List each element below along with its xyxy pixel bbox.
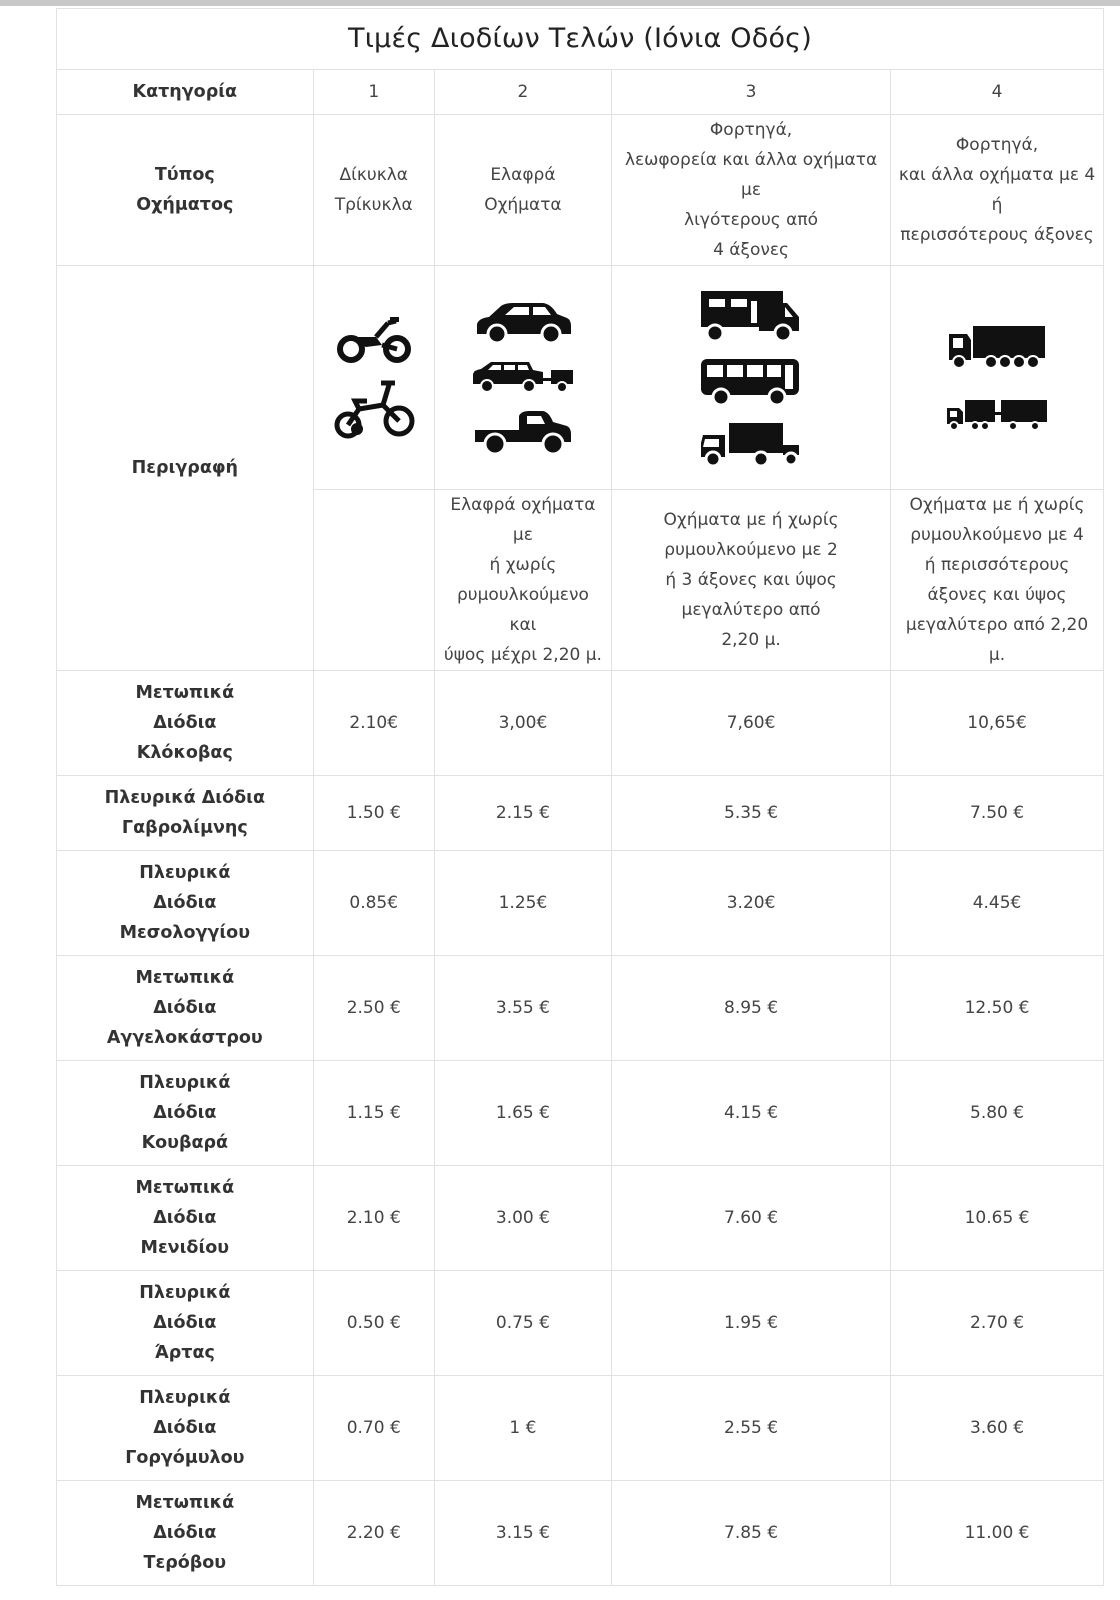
top-divider xyxy=(0,0,1120,6)
toll-station-label xyxy=(57,956,314,1061)
toll-station-label xyxy=(57,1271,314,1376)
price-cell: 3,00€ xyxy=(434,671,611,776)
label-line: Διόδια xyxy=(153,1418,217,1438)
label-line: Διόδια xyxy=(153,713,217,733)
price-cell: 2.70 € xyxy=(891,1271,1104,1376)
text-line: ή 3 άξονες και ύψος xyxy=(665,570,837,590)
label-line: Πλευρικά Διόδια xyxy=(104,788,266,808)
icons-cat1 xyxy=(313,266,434,490)
heavy-truck-icon xyxy=(947,324,1047,370)
text-line: λιγότερους από xyxy=(684,210,819,230)
motorcycle-icon xyxy=(336,315,412,365)
text-line: περισσότερους άξονες xyxy=(900,225,1094,245)
car-icon xyxy=(473,300,573,346)
price-cell: 7.60 € xyxy=(612,1166,891,1271)
label-line: Διόδια xyxy=(153,1208,217,1228)
text-line: άξονες και ύψος xyxy=(927,585,1067,605)
label-line: Μετωπικά xyxy=(135,968,235,988)
vehicle-type-3 xyxy=(612,115,891,266)
description-4 xyxy=(891,490,1104,671)
text-line: ή χωρίς xyxy=(489,555,557,575)
label-line: Αγγελοκάστρου xyxy=(106,1028,263,1048)
text-line: ρυμουλκούμενο με 4 xyxy=(910,525,1084,545)
station-wagon-trailer-icon xyxy=(471,360,575,394)
label-line: Πλευρικά xyxy=(139,1283,231,1303)
category-3: 3 xyxy=(612,70,891,115)
label-line: Μετωπικά xyxy=(135,683,235,703)
price-cell: 3.60 € xyxy=(891,1376,1104,1481)
price-cell: 0.75 € xyxy=(434,1271,611,1376)
truck-camper-icon xyxy=(699,289,803,343)
vehicle-type-label xyxy=(57,115,314,266)
text-line: Οχήματα xyxy=(484,195,562,215)
text-line: Ελαφρά xyxy=(490,165,556,185)
category-row xyxy=(57,70,1104,115)
label-line: Κλόκοβας xyxy=(136,743,233,763)
label-line: Διόδια xyxy=(153,1103,217,1123)
category-4: 4 xyxy=(891,70,1104,115)
category-2: 2 xyxy=(434,70,611,115)
price-row xyxy=(57,1481,1104,1586)
price-cell: 2.50 € xyxy=(313,956,434,1061)
description-3 xyxy=(612,490,891,671)
text-line: Δίκυκλα xyxy=(339,165,408,185)
toll-station-label xyxy=(57,1376,314,1481)
price-cell: 3.00 € xyxy=(434,1166,611,1271)
price-cell: 0.50 € xyxy=(313,1271,434,1376)
label-line: Οχήματος xyxy=(136,195,234,215)
toll-station-label xyxy=(57,671,314,776)
text-line: και άλλα οχήματα με 4 ή xyxy=(898,165,1096,215)
price-row xyxy=(57,1061,1104,1166)
truck-trailer-icon xyxy=(945,398,1049,432)
price-cell: 7.85 € xyxy=(612,1481,891,1586)
price-cell: 1.65 € xyxy=(434,1061,611,1166)
price-cell: 2.55 € xyxy=(612,1376,891,1481)
text-line: μεγαλύτερο από xyxy=(681,600,821,620)
price-row xyxy=(57,671,1104,776)
price-row xyxy=(57,851,1104,956)
label-line: Διόδια xyxy=(153,893,217,913)
icons-cat3 xyxy=(612,266,891,490)
label-line: Πλευρικά xyxy=(139,1388,231,1408)
text-line: ρυμουλκούμενο και xyxy=(456,585,589,635)
text-line: Φορτηγά, xyxy=(955,135,1039,155)
vehicle-type-2 xyxy=(434,115,611,266)
label-line: Γαβρολίμνης xyxy=(121,818,248,838)
toll-table-container xyxy=(56,8,1104,1578)
toll-station-label xyxy=(57,1166,314,1271)
price-cell: 0.70 € xyxy=(313,1376,434,1481)
price-cell: 1.25€ xyxy=(434,851,611,956)
table-title: Τιμές Διοδίων Τελών (Ιόνια Οδός) xyxy=(57,9,1104,70)
price-cell: 7,60€ xyxy=(612,671,891,776)
category-1: 1 xyxy=(313,70,434,115)
label-line: Τερόβου xyxy=(143,1553,227,1573)
price-cell: 2.20 € xyxy=(313,1481,434,1586)
toll-station-label xyxy=(57,1481,314,1586)
label-line: Διόδια xyxy=(153,1523,217,1543)
price-row xyxy=(57,1166,1104,1271)
price-cell: 1.50 € xyxy=(313,776,434,851)
description-1 xyxy=(313,490,434,671)
label-line: Τύπος xyxy=(154,165,215,185)
text-line: ή περισσότερους xyxy=(924,555,1070,575)
label-line: Κουβαρά xyxy=(141,1133,229,1153)
text-line: μεγαλύτερο από 2,20 μ. xyxy=(905,615,1089,665)
price-cell: 1 € xyxy=(434,1376,611,1481)
category-label: Κατηγορία xyxy=(57,70,314,115)
price-cell: 1.95 € xyxy=(612,1271,891,1376)
label-line: Μετωπικά xyxy=(135,1178,235,1198)
price-cell: 12.50 € xyxy=(891,956,1104,1061)
price-cell: 3.15 € xyxy=(434,1481,611,1586)
toll-station-label xyxy=(57,1061,314,1166)
price-cell: 10,65€ xyxy=(891,671,1104,776)
price-cell: 0.85€ xyxy=(313,851,434,956)
price-cell: 11.00 € xyxy=(891,1481,1104,1586)
text-line: 2,20 μ. xyxy=(721,630,781,650)
price-cell: 5.80 € xyxy=(891,1061,1104,1166)
price-cell: 3.55 € xyxy=(434,956,611,1061)
label-line: Πλευρικά xyxy=(139,863,231,883)
vehicle-type-row xyxy=(57,115,1104,266)
vehicle-icons-row xyxy=(57,266,1104,490)
text-line: Οχήματα με ή χωρίς xyxy=(663,510,839,530)
text-line: λεωφορεία και άλλα οχήματα με xyxy=(624,150,878,200)
label-line: Άρτας xyxy=(154,1343,215,1363)
price-cell: 3.20€ xyxy=(612,851,891,956)
price-cell: 7.50 € xyxy=(891,776,1104,851)
price-cell: 2.15 € xyxy=(434,776,611,851)
tricycle-icon xyxy=(333,379,415,441)
toll-station-label xyxy=(57,776,314,851)
price-row xyxy=(57,776,1104,851)
vehicle-type-1 xyxy=(313,115,434,266)
text-line: Τρίκυκλα xyxy=(334,195,413,215)
label-line: Πλευρικά xyxy=(139,1073,231,1093)
price-cell: 2.10 € xyxy=(313,1166,434,1271)
text-line: Φορτηγά, xyxy=(709,120,793,140)
pickup-truck-icon xyxy=(471,408,575,456)
price-cell: 10.65 € xyxy=(891,1166,1104,1271)
box-truck-icon xyxy=(699,421,803,467)
label-line: Μενιδίου xyxy=(140,1238,230,1258)
label-line: Διόδια xyxy=(153,1313,217,1333)
toll-station-label xyxy=(57,851,314,956)
text-line: 4 άξονες xyxy=(713,240,790,260)
text-line: Οχήματα με ή χωρίς xyxy=(909,495,1085,515)
price-row xyxy=(57,1376,1104,1481)
text-line: Ελαφρά οχήματα με xyxy=(450,495,596,545)
label-line: Γοργόμυλου xyxy=(125,1448,245,1468)
price-cell: 1.15 € xyxy=(313,1061,434,1166)
text-line: ρυμουλκούμενο με 2 xyxy=(664,540,838,560)
description-label: Περιγραφή xyxy=(57,266,314,671)
description-2 xyxy=(434,490,611,671)
label-line: Διόδια xyxy=(153,998,217,1018)
text-line: ύψος μέχρι 2,20 μ. xyxy=(443,645,602,665)
icons-cat4 xyxy=(891,266,1104,490)
price-cell: 4.45€ xyxy=(891,851,1104,956)
price-row xyxy=(57,1271,1104,1376)
price-cell: 2.10€ xyxy=(313,671,434,776)
bus-icon xyxy=(699,357,803,407)
label-line: Μετωπικά xyxy=(135,1493,235,1513)
icons-cat2 xyxy=(434,266,611,490)
price-row xyxy=(57,956,1104,1061)
vehicle-type-4 xyxy=(891,115,1104,266)
label-line: Μεσολογγίου xyxy=(119,923,251,943)
price-cell: 4.15 € xyxy=(612,1061,891,1166)
price-cell: 8.95 € xyxy=(612,956,891,1061)
price-cell: 5.35 € xyxy=(612,776,891,851)
toll-prices-table xyxy=(56,8,1104,1586)
